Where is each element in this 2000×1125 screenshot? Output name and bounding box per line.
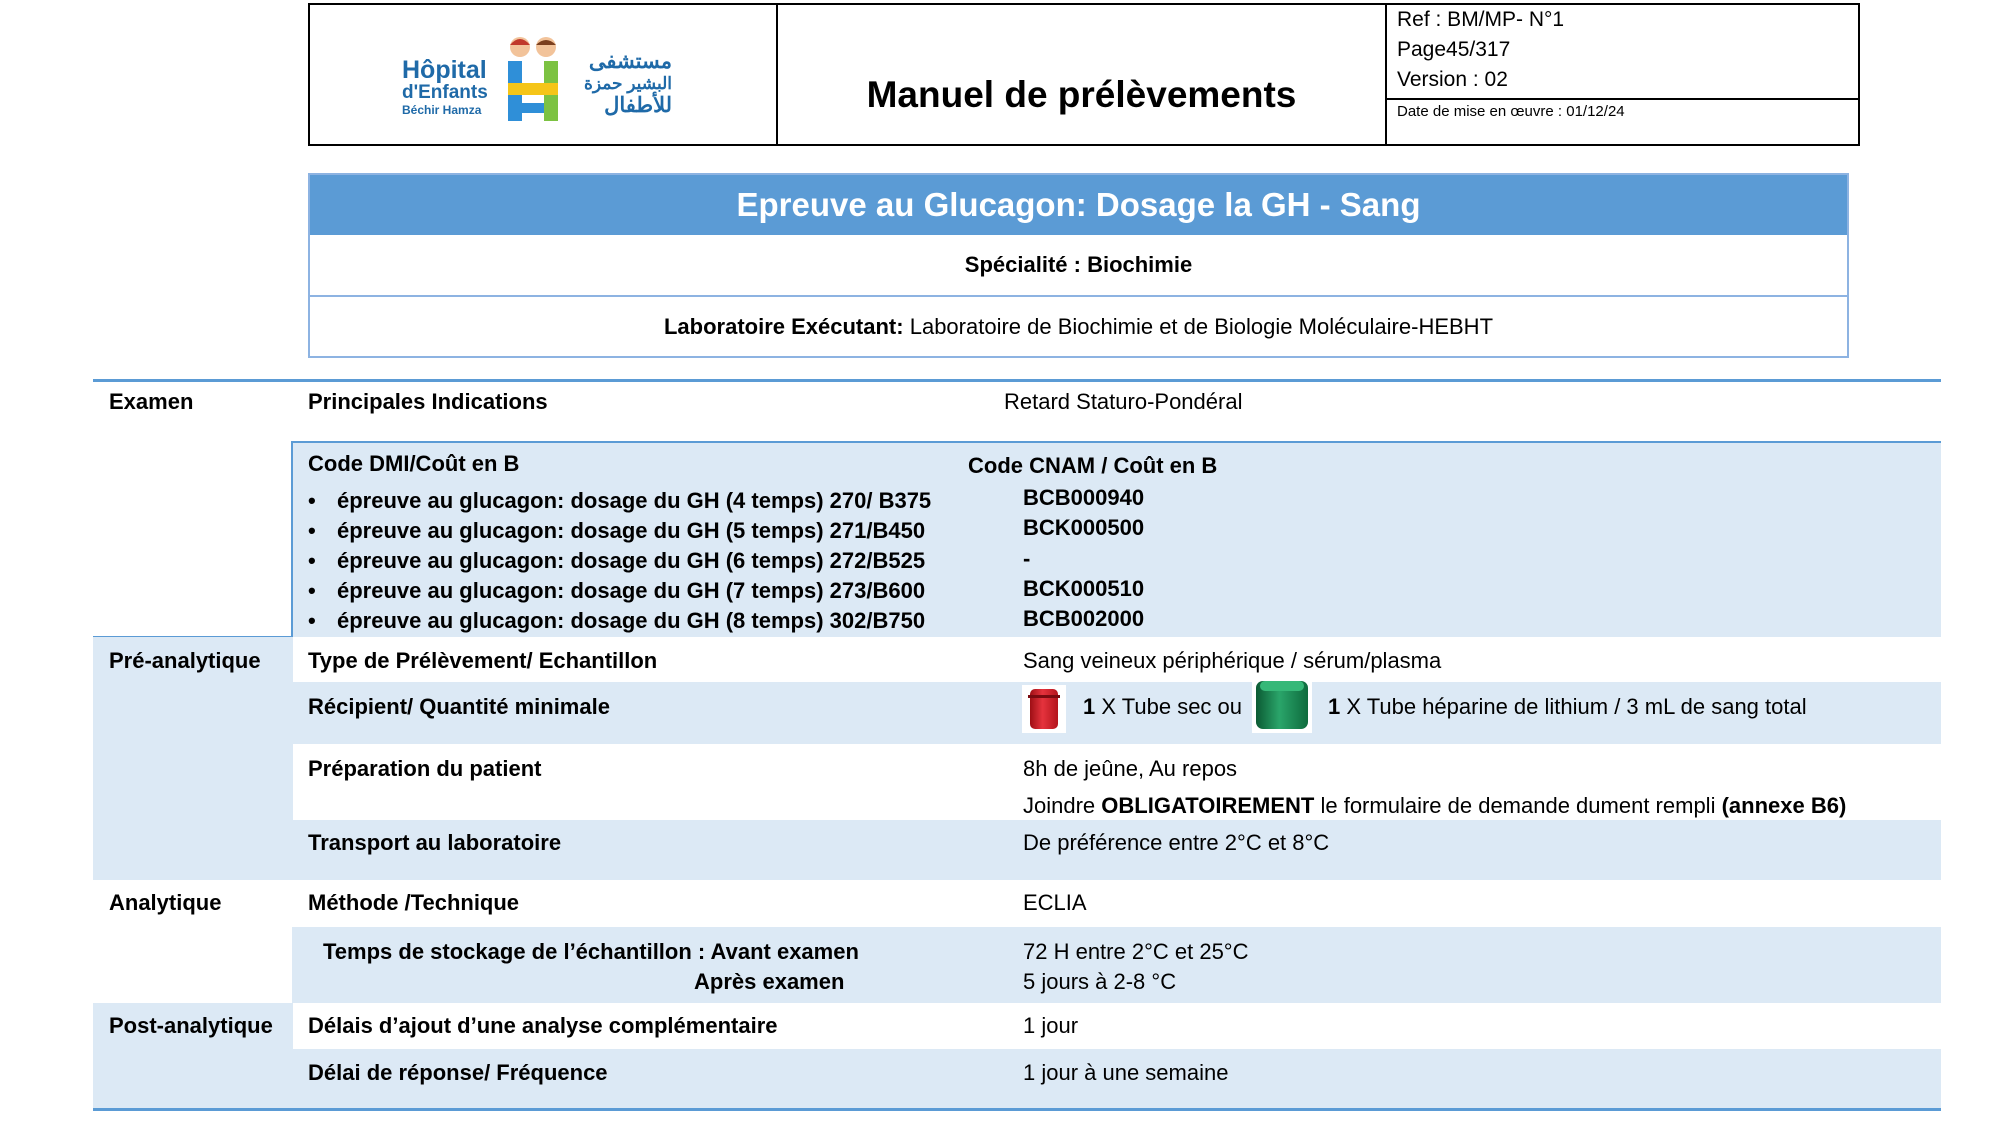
code-dmi-item: • épreuve au glucagon: dosage du GH (7 temps) 273/B600 [308, 578, 926, 603]
green-heparin-tube-icon [1252, 679, 1312, 733]
methode-label: Méthode /Technique [308, 890, 520, 915]
code-dmi-text: épreuve au glucagon: dosage du GH (5 temps) 271/B450 [337, 518, 926, 543]
prep-value-2d: (annexe B6) [1721, 793, 1847, 818]
specialite-label: Spécialité : Biochimie [964, 252, 1193, 277]
code-dmi-text: épreuve au glucagon: dosage du GH (7 temps) 273/B600 [337, 578, 926, 603]
code-dmi-item: • épreuve au glucagon: dosage du GH (5 temps) 271/B450 [308, 518, 926, 543]
recipient-value-2 [1328, 694, 1807, 720]
type-value: Sang veineux périphérique / sérum/plasma [1023, 648, 1442, 673]
transport-value: De préférence entre 2°C et 8°C [1023, 830, 1330, 855]
section-analytique: Analytique [109, 890, 222, 915]
red-dry-tube-icon [1022, 685, 1066, 733]
code-dmi-item: • épreuve au glucagon: dosage du GH (8 temps) 302/B750 [308, 608, 926, 633]
reponse-value: 1 jour à une semaine [1023, 1060, 1229, 1085]
delais-value: 1 jour [1023, 1013, 1079, 1038]
type-label: Type de Prélèvement/ Echantillon [308, 648, 658, 673]
methode-value: ECLIA [1023, 890, 1087, 915]
delais-label: Délais d’ajout d’une analyse complémentaire [308, 1013, 778, 1038]
document-title: Manuel de prélèvements [866, 74, 1297, 115]
indications-value: Retard Staturo-Pondéral [1004, 389, 1243, 414]
exam-title: Epreuve au Glucagon: Dosage la GH - Sang [310, 175, 1847, 235]
logo-arabic-line3: للأطفال [604, 94, 672, 117]
codes-cnam-header: Code CNAM / Coût en B [968, 453, 1218, 478]
recipient-qty-2: 1 [1328, 694, 1341, 719]
indications-label: Principales Indications [308, 389, 548, 414]
prep-label: Préparation du patient [308, 756, 542, 781]
recipient-qty-1: 1 [1083, 694, 1096, 719]
logo-arabic-line2: البشير حمزة [583, 74, 672, 93]
codes-band-left-border [291, 441, 293, 637]
logo-text-line1: Hôpital [402, 56, 487, 84]
stockage-label-2: Après examen [694, 969, 845, 994]
code-dmi-item: • épreuve au glucagon: dosage du GH (4 temps) 270/ B375 [308, 488, 932, 513]
stockage-label-1: Temps de stockage de l’échantillon : Avant examen [323, 939, 859, 964]
specialite-row [310, 235, 1847, 295]
prep-value-2c: le formulaire de demande dument rempli [1314, 793, 1722, 818]
codes-dmi-header: Code DMI/Coût en B [308, 451, 520, 476]
prep-value-2b: OBLIGATOIREMENT [1101, 793, 1315, 818]
hospital-logo [402, 57, 488, 117]
code-cnam-value: BCK000500 [1023, 515, 1145, 540]
section-post-analytique: Post-analytique [109, 1013, 273, 1038]
section-examen: Examen [109, 389, 194, 414]
document-page: Page45/317 [1397, 38, 1511, 61]
prep-value-2 [1023, 793, 1846, 819]
table-bottom-rule [93, 1108, 1941, 1111]
document-ref: Ref : BM/MP- N°1 [1397, 8, 1565, 31]
code-dmi-text: épreuve au glucagon: dosage du GH (6 temps) 272/B525 [337, 548, 926, 573]
code-cnam-value: BCK000510 [1023, 576, 1145, 601]
stockage-value-1: 72 H entre 2°C et 25°C [1023, 939, 1249, 964]
document-meta-cell [1387, 5, 1858, 144]
document-date: Date de mise en œuvre : 01/12/24 [1397, 103, 1625, 120]
logo-arabic-line1: مستشفى [588, 50, 672, 73]
logo-text-line2: d'Enfants [402, 82, 488, 103]
document-header [308, 3, 1860, 146]
recipient-label: Récipient/ Quantité minimale [308, 694, 610, 719]
code-dmi-text: épreuve au glucagon: dosage du GH (4 temps) 270/ B375 [337, 488, 932, 513]
stockage-value-2: 5 jours à 2-8 °C [1023, 969, 1177, 994]
prep-value-2a: Joindre [1023, 793, 1102, 818]
laboratoire-label: Laboratoire Exécutant: [663, 314, 904, 339]
section-pre-analytique: Pré-analytique [109, 648, 261, 673]
hospital-logo-cell [310, 5, 778, 144]
document-title-cell [778, 5, 1387, 144]
recipient-text-2: X Tube héparine de lithium / 3 mL de sang total [1340, 694, 1807, 719]
code-cnam-value: - [1023, 546, 1031, 571]
transport-label: Transport au laboratoire [308, 830, 562, 855]
code-cnam-value: BCB000940 [1023, 485, 1145, 510]
prep-value-1: 8h de jeûne, Au repos [1023, 756, 1238, 781]
recipient-text-1: X Tube sec ou [1095, 694, 1243, 719]
code-cnam-value: BCB002000 [1023, 606, 1145, 631]
logo-text-line3: Béchir Hamza [402, 103, 482, 117]
codes-band-top-border [292, 441, 1941, 443]
document-version: Version : 02 [1397, 68, 1508, 91]
hospital-logo-icon [502, 33, 566, 125]
table-top-rule [93, 379, 1941, 382]
recipient-value-1 [1083, 694, 1242, 720]
laboratoire-value: Laboratoire de Biochimie et de Biologie Moléculaire-HEBHT [909, 314, 1494, 339]
laboratoire-row [310, 297, 1847, 357]
reponse-label: Délai de réponse/ Fréquence [308, 1060, 608, 1085]
code-dmi-item: • épreuve au glucagon: dosage du GH (6 temps) 272/B525 [308, 548, 926, 573]
hospital-logo-arabic [572, 51, 672, 117]
code-dmi-text: épreuve au glucagon: dosage du GH (8 temps) 302/B750 [337, 608, 926, 633]
